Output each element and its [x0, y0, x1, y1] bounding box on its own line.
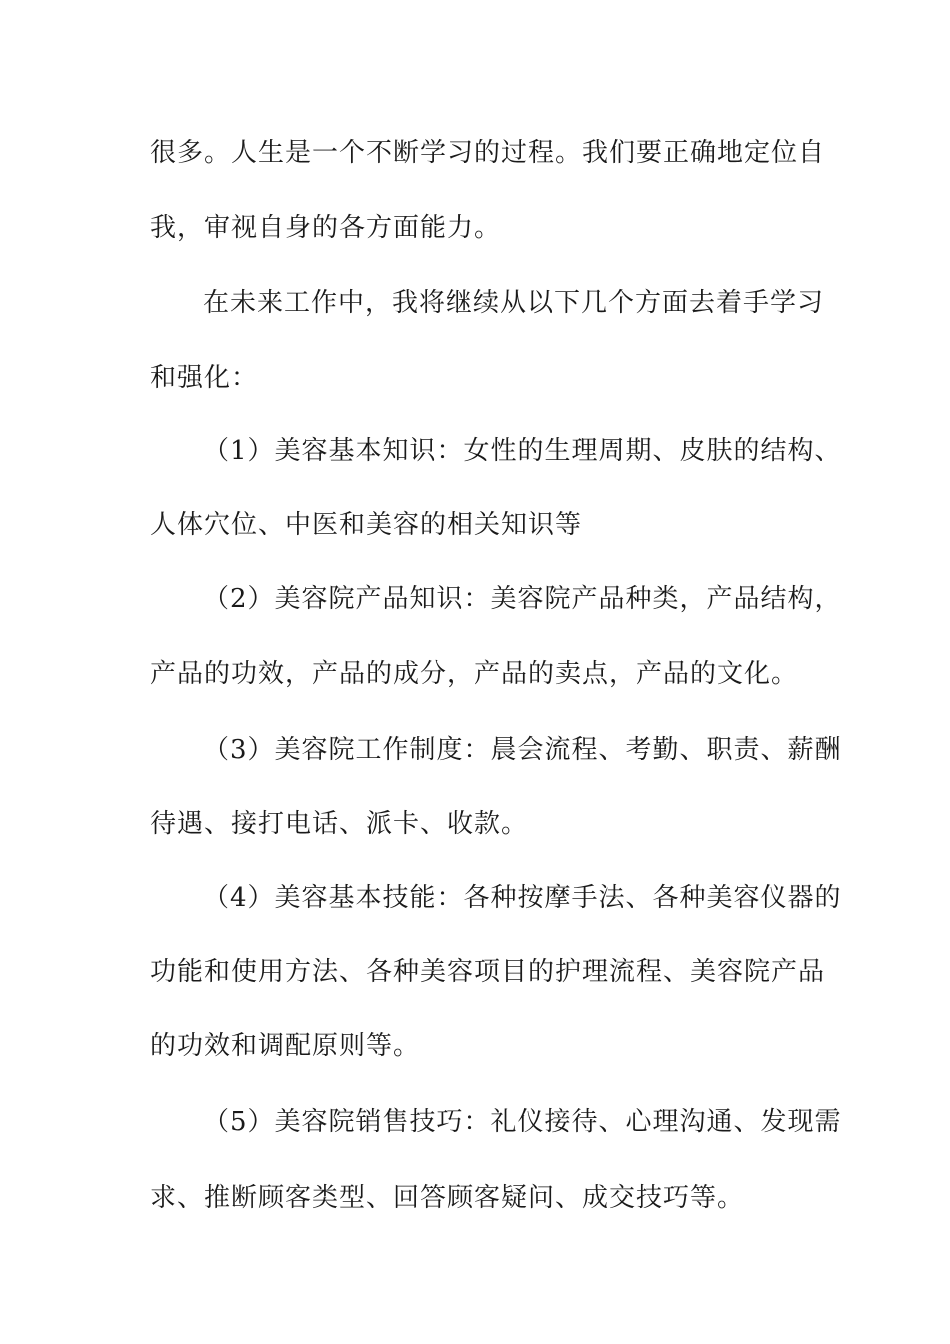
list-item-3-line: （3）美容院工作制度：晨会流程、考勤、职责、薪酬: [203, 735, 842, 765]
list-item-2-line: （2）美容院产品知识：美容院产品种类，产品结构，: [203, 584, 842, 614]
text-line: 和强化：: [150, 363, 259, 393]
text-line: 产品的功效，产品的成分，产品的卖点，产品的文化。: [150, 659, 799, 689]
list-item-5-line: （5）美容院销售技巧：礼仪接待、心理沟通、发现需: [203, 1107, 842, 1137]
text-line: 功能和使用方法、各种美容项目的护理流程、美容院产品: [150, 957, 826, 987]
text-line: 待遇、接打电话、派卡、收款。: [150, 809, 529, 839]
list-item-4-line: （4）美容基本技能：各种按摩手法、各种美容仪器的: [203, 883, 842, 913]
paragraph-first-line: 在未来工作中，我将继续从以下几个方面去着手学习: [203, 288, 825, 318]
list-item-1-line: （1）美容基本知识：女性的生理周期、皮肤的结构、: [203, 436, 842, 466]
text-line: 很多。人生是一个不断学习的过程。我们要正确地定位自: [150, 138, 826, 168]
text-line: 我，审视自身的各方面能力。: [150, 213, 502, 243]
text-line: 求、推断顾客类型、回答顾客疑问、成交技巧等。: [150, 1183, 745, 1213]
text-line: 的功效和调配原则等。: [150, 1031, 421, 1061]
text-line: 人体穴位、中医和美容的相关知识等: [150, 510, 583, 540]
